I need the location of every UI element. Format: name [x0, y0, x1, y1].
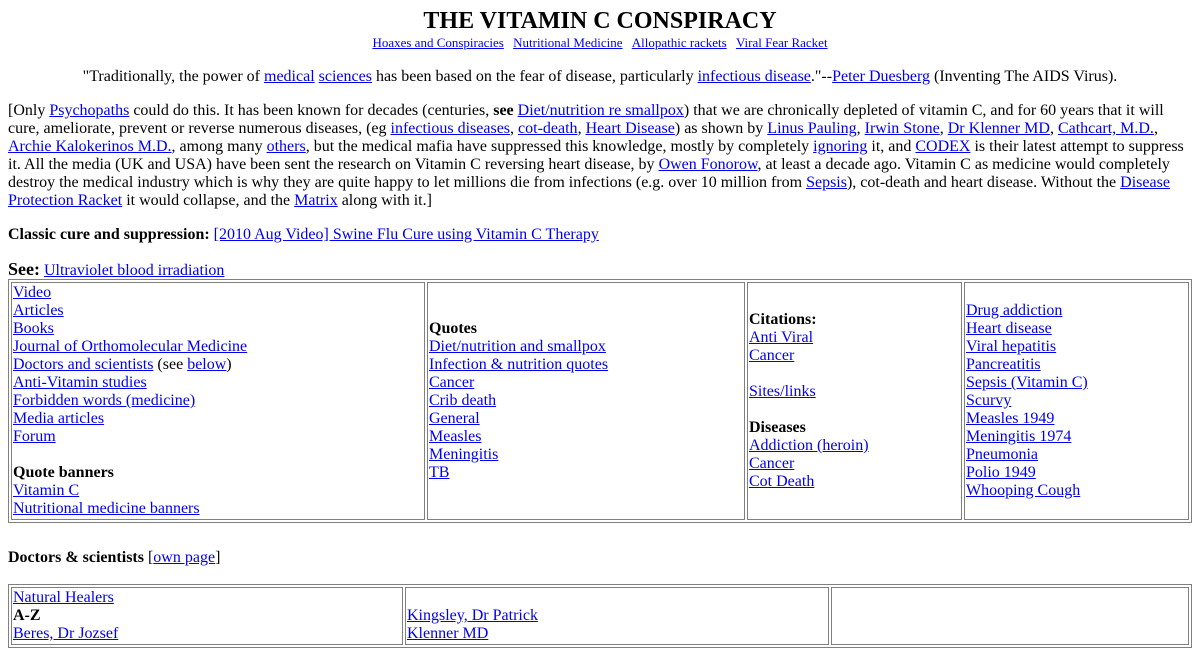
duesberg-quote: "Traditionally, the power of medical sciences has been based on the fear of disease, particularly infectious disease."--Peter Duesberg (Inventing The AIDS Virus).: [82, 68, 1118, 85]
link-klenner[interactable]: Klenner MD: [407, 625, 489, 642]
see-label: See:: [8, 259, 40, 279]
link-disease-protection-racket[interactable]: Disease Protection Racket: [8, 174, 1170, 209]
link-anti-vitamin-studies[interactable]: Anti-Vitamin studies: [13, 374, 147, 391]
link-heart-disease[interactable]: Heart Disease: [585, 120, 675, 137]
link-psychopaths[interactable]: Psychopaths: [49, 102, 130, 119]
link-journal-orthomolecular[interactable]: Journal of Orthomolecular Medicine: [13, 338, 248, 355]
link-irwin-stone[interactable]: Irwin Stone: [864, 120, 940, 137]
nav-link-hoaxes[interactable]: Hoaxes and Conspiracies: [372, 35, 504, 50]
link-quote-cancer[interactable]: Cancer: [429, 374, 475, 391]
link-doctors-scientists[interactable]: Doctors and scientists: [13, 356, 154, 373]
link-forbidden-words[interactable]: Forbidden words (medicine): [13, 392, 196, 409]
link-cathcart[interactable]: Cathcart, M.D.: [1057, 120, 1154, 137]
doctors-col-a: [11, 587, 403, 645]
link-nutritional-medicine-banners[interactable]: Nutritional medicine banners: [13, 500, 200, 517]
doctors-col-c: [831, 587, 1189, 645]
link-citation-anti-viral[interactable]: Anti Viral: [749, 329, 814, 346]
link-quote-general[interactable]: General: [429, 410, 480, 427]
link-natural-healers[interactable]: Natural Healers: [13, 589, 114, 606]
link-quote-infection-nutrition[interactable]: Infection & nutrition quotes: [429, 356, 609, 373]
topics-col-citations: [747, 282, 962, 520]
link-meningitis-1974[interactable]: Meningitis 1974: [966, 428, 1072, 445]
link-pneumonia[interactable]: Pneumonia: [966, 446, 1038, 463]
doctors-scientists-line: Doctors & scientists [own page]: [8, 549, 221, 566]
link-below[interactable]: below: [187, 356, 227, 373]
link-books[interactable]: Books: [13, 320, 54, 337]
doctors-line: Doctors and scientists (see below): [13, 356, 232, 373]
link-disease-cancer[interactable]: Cancer: [749, 455, 795, 472]
nav-link-viral-fear-racket[interactable]: Viral Fear Racket: [735, 35, 828, 50]
link-diet-smallpox[interactable]: Diet/nutrition re smallpox: [517, 102, 684, 119]
link-owen-fonorow[interactable]: Owen Fonorow: [658, 156, 758, 173]
link-measles-1949[interactable]: Measles 1949: [966, 410, 1055, 427]
link-sciences[interactable]: sciences: [318, 68, 372, 85]
link-cot-death[interactable]: cot-death: [518, 120, 578, 137]
link-quote-diet-smallpox[interactable]: Diet/nutrition and smallpox: [429, 338, 606, 355]
page-title: THE VITAMIN C CONSPIRACY: [423, 8, 777, 34]
classic-cure-label: Classic cure and suppression:: [8, 226, 210, 243]
link-disease-addiction[interactable]: Addiction (heroin): [749, 437, 869, 454]
link-quote-measles[interactable]: Measles: [429, 428, 482, 445]
link-peter-duesberg[interactable]: Peter Duesberg: [832, 68, 930, 85]
citations-heading: Citations:: [749, 311, 817, 328]
link-ignoring[interactable]: ignoring: [813, 138, 868, 155]
classic-cure-line: [8, 226, 1192, 244]
doctors-table: [8, 584, 1192, 648]
link-heart-disease-2[interactable]: Heart disease: [966, 320, 1052, 337]
link-others[interactable]: others: [266, 138, 306, 155]
link-uv-blood-irradiation[interactable]: Ultraviolet blood irradiation: [43, 262, 225, 279]
nav-link-nutritional-medicine[interactable]: Nutritional Medicine: [513, 35, 623, 50]
link-linus-pauling[interactable]: Linus Pauling: [767, 120, 857, 137]
link-video[interactable]: Video: [13, 284, 52, 301]
link-matrix[interactable]: Matrix: [294, 192, 338, 209]
nav-link-allopathic-rackets[interactable]: Allopathic rackets: [631, 35, 727, 50]
link-whooping-cough[interactable]: Whooping Cough: [966, 482, 1081, 499]
topics-table: [8, 279, 1192, 523]
link-quote-meningitis[interactable]: Meningitis: [429, 446, 499, 463]
top-nav: [8, 35, 1192, 51]
link-swine-flu-video[interactable]: [2010 Aug Video] Swine Flu Cure using Vitamin C Therapy: [213, 226, 599, 243]
quote-banners-heading: Quote banners: [13, 464, 114, 481]
link-medical[interactable]: medical: [264, 68, 315, 85]
link-forum[interactable]: Forum: [13, 428, 56, 445]
link-quote-crib-death[interactable]: Crib death: [429, 392, 497, 409]
see-line: [8, 260, 1192, 280]
az-heading: A-Z: [13, 607, 41, 624]
link-disease-cot-death[interactable]: Cot Death: [749, 473, 815, 490]
doctors-col-b: [405, 587, 829, 645]
link-scurvy[interactable]: Scurvy: [966, 392, 1012, 409]
link-quote-tb[interactable]: TB: [429, 464, 450, 481]
link-kingsley[interactable]: Kingsley, Dr Patrick: [407, 607, 538, 624]
link-codex[interactable]: CODEX: [915, 138, 971, 155]
link-banner-vitamin-c[interactable]: Vitamin C: [13, 482, 80, 499]
link-citation-cancer[interactable]: Cancer: [749, 347, 795, 364]
intro-paragraph: [Only Psychopaths could do this. It has been known for decades (centuries, see Diet/nutrition re smallpox) that we are chronically depleted of vitamin C, and for 60 years that it will cure, ameliorate, prevent or reverse numerous diseases, (eg infectious diseases, cot-death, Heart Disease) as shown by Linus Pauling, Irwin Stone, Dr Klenner MD, Cathcart, M.D., Archie Kalokerinos M.D., among many others, but the medical mafia have suppressed this knowledge, mostly by completely ignoring it, and CODEX is their latest attempt to suppress it. All the media (UK and USA) have been sent the research on Vitamin C reversing heart disease, by Owen Fonorow, at least a decade ago. Vitamin C as medicine would completely destroy the medical industry which is why they are quite happy to let millions die from infections (e.g. over 10 million from Sepsis), cot-death and heart disease. Without the Disease Protection Racket it would collapse, and the Matrix along with it.]: [8, 102, 1184, 209]
link-own-page[interactable]: own page: [153, 549, 216, 566]
link-sepsis-vitamin-c[interactable]: Sepsis (Vitamin C): [966, 374, 1088, 391]
link-polio-1949[interactable]: Polio 1949: [966, 464, 1036, 481]
link-beres[interactable]: Beres, Dr Jozsef: [13, 625, 119, 642]
topics-col-resources: [11, 282, 425, 520]
link-media-articles[interactable]: Media articles: [13, 410, 105, 427]
link-pancreatitis[interactable]: Pancreatitis: [966, 356, 1041, 373]
quotes-heading: Quotes: [429, 320, 477, 337]
link-dr-klenner[interactable]: Dr Klenner MD: [947, 120, 1050, 137]
topics-col-diseases: [964, 282, 1189, 520]
link-drug-addiction[interactable]: Drug addiction: [966, 302, 1063, 319]
link-archie-kalokerinos[interactable]: Archie Kalokerinos M.D.: [8, 138, 172, 155]
link-infectious-disease[interactable]: infectious disease: [697, 68, 811, 85]
link-sepsis[interactable]: Sepsis: [806, 174, 847, 191]
link-articles[interactable]: Articles: [13, 302, 64, 319]
link-sites[interactable]: Sites/links: [749, 383, 816, 400]
diseases-heading: Diseases: [749, 419, 806, 436]
doctors-heading: Doctors & scientists: [8, 549, 144, 566]
link-infectious-diseases[interactable]: infectious diseases: [390, 120, 511, 137]
topics-col-quotes: [427, 282, 745, 520]
link-viral-hepatitis[interactable]: Viral hepatitis: [966, 338, 1057, 355]
